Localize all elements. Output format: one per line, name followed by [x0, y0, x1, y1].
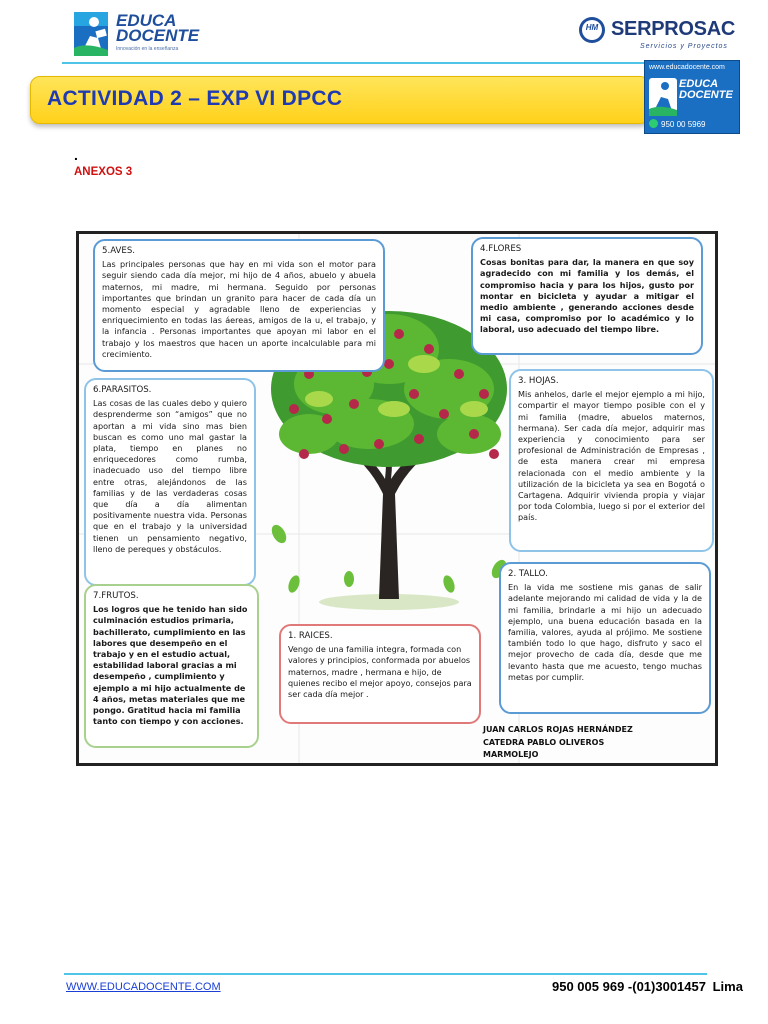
- panel-aves-title: 5.AVES.: [102, 246, 136, 256]
- panel-tallo: [499, 562, 711, 714]
- tree-of-life-figure: [76, 231, 718, 766]
- activity-banner: [30, 76, 650, 124]
- stray-dot: .: [74, 147, 78, 163]
- ad-emblem-icon: [648, 77, 678, 117]
- serprosac-logo: [578, 12, 744, 56]
- panel-aves-text: Las principales personas que hay en mi vida son el motor para seguir siendo cada día mejor, mi hijo de 4 años, abuelo y abuela maternos, mi madre, mi hermana. Seguido por personas importantes que brindan un granito para hacer de cada día un momento especial y agradable lleno de experiencias y enriquecimiento en todas las áereas, amigos de la u, el trabajo, y la infancia . Personas importantes que apoyan mi labor en el trabajo y los maestros que hacen un aporte incalculable para mi crecimiento.: [102, 259, 376, 359]
- ad-url: www.educadocente.com: [649, 64, 725, 71]
- educa-docente-emblem-icon: [72, 8, 112, 60]
- panel-frutos-title: 7.FRUTOS.: [93, 591, 139, 601]
- panel-frutos-text: Los logros que he tenido han sido culminación estudios primaria, bachillerato, cumplimiento en las labores que desempeño en el trabajo y en el estudio actual, estabilidad laboral gracias a mi desempeño , cumplimiento y ejemplo a mi hijo actualmente de 4 años, metas materiales que me pongo. Gratitud hacia mi familia tanto con tiempo y con acciones.: [93, 604, 248, 727]
- logo-word-educa: EDUCA: [116, 11, 177, 30]
- panel-aves: [93, 239, 385, 372]
- ad-brand: [679, 79, 739, 101]
- panel-tallo-text: En la vida me sostiene mis ganas de salir adelante mejorando mi calidad de vida y la de mi familia, brindarle a mi hijo un adecuado ejemplo, una buena educación basada en la familia, valores, ayuda al prójimo. Me sostiene también todo lo que hago, disfruto y saco el mejor provecho de cada día, desde que me levanto hasta que me acuesto, tengo muchas metas por cumplir.: [508, 582, 702, 682]
- educa-docente-logo: [72, 8, 202, 60]
- logo-tagline: Innovación en la enseñanza: [116, 46, 179, 52]
- footer-contact: [552, 979, 743, 994]
- panel-hojas: [509, 369, 714, 552]
- annex-label: ANEXOS 3: [74, 166, 133, 178]
- ad-phone: 950 00 5969: [661, 120, 706, 129]
- panel-raices: [279, 624, 481, 724]
- panel-frutos: [84, 584, 259, 748]
- logo-word-docente: DOCENTE: [116, 26, 200, 45]
- panel-flores: [471, 237, 703, 355]
- panel-parasitos-text: Las cosas de las cuales debo y quiero desprenderme son “amigos” que no aportan a mi vida sino mas bien buscan es como uno mal gastar la plata, tiempo en planes no enriquecedores como rumba, inadecuado uso del tiempo libre entre otras, alejándonos de las familias y de las verdaderas cosas que día a día alimentan positivamente nuestra vida. Personas que en el trabajo y la universidad tienen un pensamiento negativo, lleno de pereques y obstáculos.: [93, 398, 247, 554]
- educa-docente-ad: [644, 60, 740, 134]
- panel-hojas-text: Mis anhelos, darle el mejor ejemplo a mi hijo, compartir el mayor tiempo posible con el y mi familia (madre, abuelos maternos, hermana). Ser cada día mejor, adquirir mas experiencia y conocimiento para ser profesional de Administración de Empresas , de esta manera crear mi empresa relacionada con el medio ambiente y la utilización de la bicicleta ya sea en Bogotá o Cartagena. Adquirir vivienda propia y viajar por toda Colombia, luego si por el exterior del país.: [518, 389, 705, 523]
- panel-flores-text: Cosas bonitas para dar, la manera en que soy agradecido con mi familia y los demás, el compromiso hacia y para los hijos, gusto por montar en bicicleta y ayudar a mitigar el medio ambiente , generando acciones desde mi casa, compromiso por lo académico y lo laboral, uso adecuado del tiempo libre.: [480, 257, 694, 335]
- panel-parasitos-title: 6.PARASITOS.: [93, 385, 152, 395]
- footer-phone: 950 005 969 -(01)3001457: [552, 979, 706, 994]
- ad-brand-line1: EDUCA: [679, 78, 719, 90]
- footer-website-link[interactable]: WWW.EDUCADOCENTE.COM: [66, 981, 221, 993]
- panel-hojas-title: 3. HOJAS.: [518, 376, 559, 386]
- panel-raices-title: 1. RAICES.: [288, 631, 333, 641]
- credits-line-2: CATEDRA PABLO OLIVEROS: [483, 737, 605, 747]
- serprosac-badge-text: HM: [585, 23, 599, 32]
- serprosac-name: SERPROSAC: [611, 18, 735, 40]
- header-rule: [62, 62, 708, 64]
- credits-line-3: MARMOLEJO: [483, 750, 539, 760]
- panel-raices-text: Vengo de una familia integra, formada con valores y principios, conformada por abuelos maternos, madre , hermana e hijo, de quienes recibo el mejor apoyo, consejos para ser cada día mejor .: [288, 644, 472, 700]
- whatsapp-icon: [649, 119, 658, 128]
- author-credits: [483, 724, 633, 762]
- activity-title: ACTIVIDAD 2 – EXP VI DPCC: [47, 87, 343, 110]
- panel-parasitos: [84, 378, 256, 586]
- ad-brand-line2: DOCENTE: [679, 89, 733, 101]
- serprosac-tagline: Servicios y Proyectos: [640, 43, 728, 50]
- footer-rule: [64, 973, 707, 975]
- footer-city: Lima: [712, 979, 743, 994]
- credits-line-1: JUAN CARLOS ROJAS HERNÁNDEZ: [483, 725, 633, 734]
- panel-tallo-title: 2. TALLO.: [508, 569, 548, 579]
- panel-flores-title: 4.FLORES: [480, 244, 522, 254]
